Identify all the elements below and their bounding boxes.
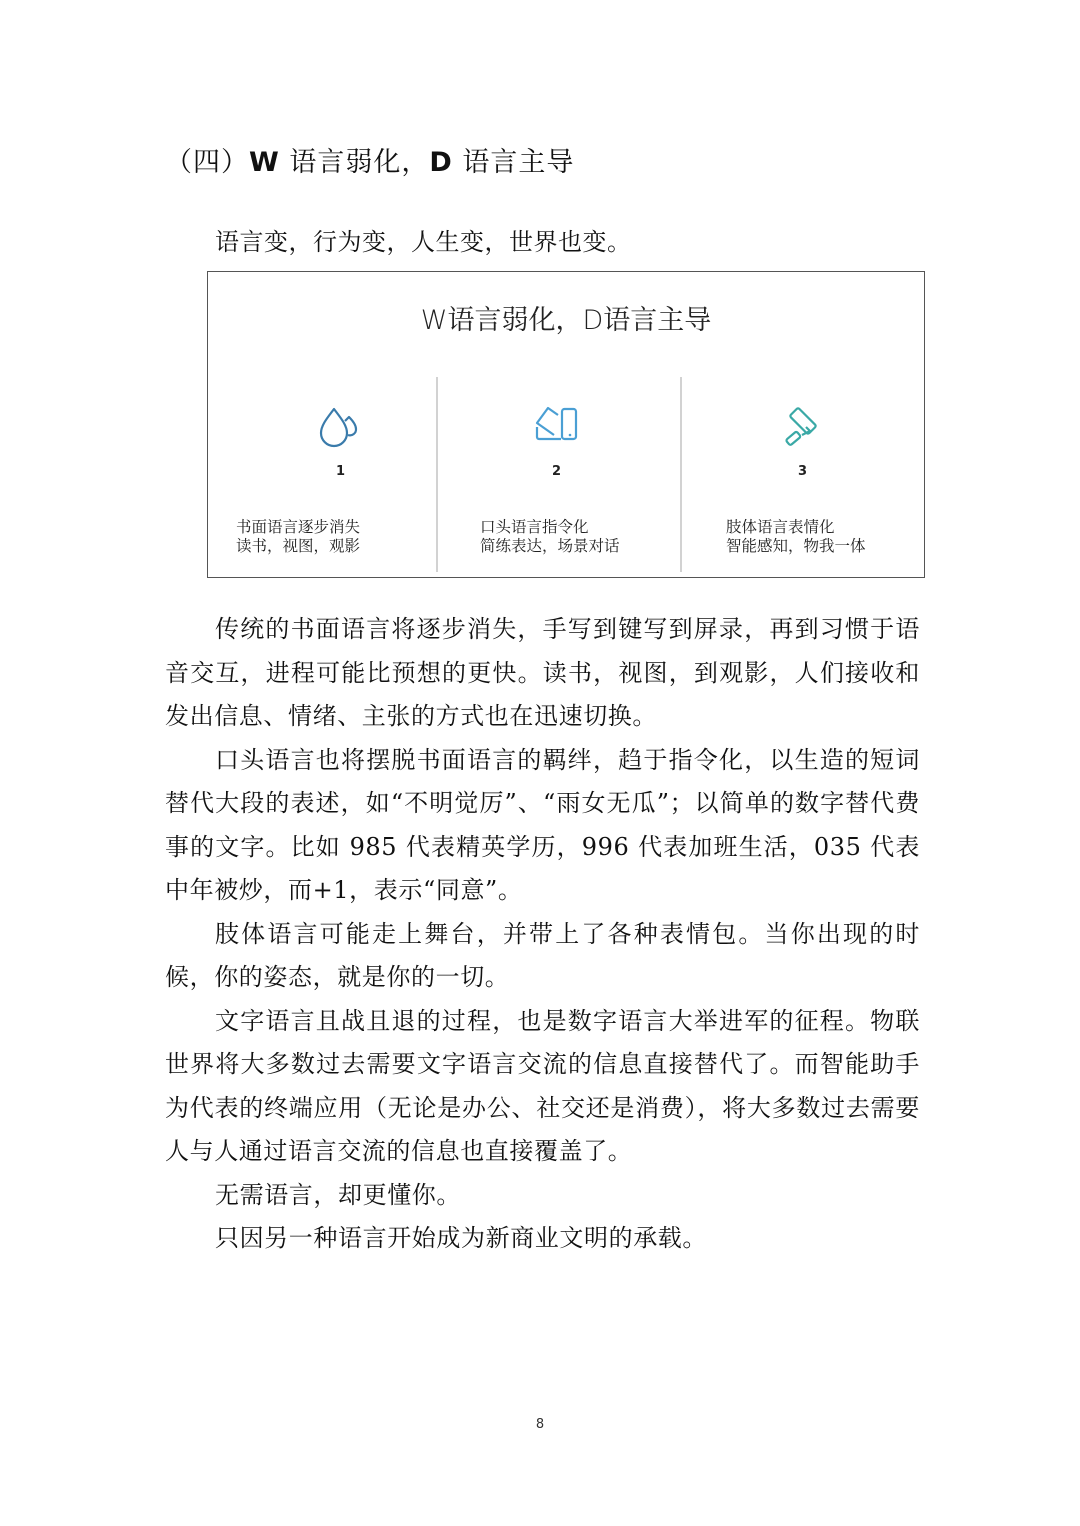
paragraph: 传统的书面语言将逐步消失，手写到键写到屏录，再到习惯于语音交互，进程可能比预想的更快。读书，视图，到观影，人们接收和发出信息、情绪、主张的方式也在迅速切换。 bbox=[165, 615, 920, 730]
column-line-2: 读书，视图，观影 bbox=[236, 537, 361, 555]
column-number: 2 bbox=[552, 464, 562, 479]
column-line-2: 智能感知，物我一体 bbox=[726, 537, 866, 555]
column-number: 1 bbox=[336, 464, 346, 479]
column-text bbox=[480, 518, 620, 556]
lead-sentence: 语言变，行为变，人生变，世界也变。 bbox=[215, 228, 632, 256]
column-line-2: 简练表达，场景对话 bbox=[480, 537, 620, 555]
section-heading bbox=[165, 140, 574, 179]
column-divider bbox=[680, 377, 682, 572]
paragraph: 口头语言也将摆脱书面语言的羁绊，趋于指令化，以生造的短词替代大段的表述，如“不明觉厉”、“雨女无瓜”；以简单的数字替代费事的文字。比如 985 代表精英学历，996 代表加班生活，035 代表中年被炒，而+1，表示“同意”。 bbox=[165, 745, 920, 904]
column-line-1: 肢体语言表情化 bbox=[726, 518, 835, 536]
paragraph: 只因另一种语言开始成为新商业文明的承载。 bbox=[215, 1224, 707, 1252]
devices-icon bbox=[534, 405, 582, 449]
paint-roller-icon bbox=[780, 405, 828, 449]
figure-column-2 bbox=[480, 377, 710, 572]
heading-mid: 语言弱化， bbox=[279, 147, 430, 178]
column-line-1: 书面语言逐步消失 bbox=[236, 518, 361, 536]
column-text bbox=[236, 518, 360, 556]
figure-box bbox=[207, 271, 925, 578]
page-number: 8 bbox=[535, 1417, 545, 1432]
column-text bbox=[726, 518, 866, 556]
water-drop-icon bbox=[316, 405, 364, 449]
column-number: 3 bbox=[798, 464, 808, 479]
heading-d: D bbox=[429, 147, 453, 178]
paragraph: 肢体语言可能走上舞台，并带上了各种表情包。当你出现的时候，你的姿态，就是你的一切。 bbox=[165, 919, 920, 991]
figure-title: W语言弱化，D语言主导 bbox=[420, 305, 712, 336]
column-line-1: 口头语言指令化 bbox=[480, 518, 589, 536]
heading-prefix: （四） bbox=[165, 147, 249, 178]
paragraph: 无需语言，却更懂你。 bbox=[215, 1180, 461, 1209]
figure-column-1 bbox=[236, 377, 466, 572]
heading-w: W bbox=[249, 147, 280, 178]
heading-suffix: 语言主导 bbox=[452, 147, 575, 178]
column-divider bbox=[436, 377, 438, 572]
body-text bbox=[165, 608, 920, 1261]
figure-column-3 bbox=[726, 377, 956, 572]
paragraph: 文字语言且战且退的过程，也是数字语言大举进军的征程。物联世界将大多数过去需要文字语言交流的信息直接替代了。而智能助手为代表的终端应用（无论是办公、社交还是消费），将大多数过去需要人与人通过语言交流的信息也直接覆盖了。 bbox=[165, 1006, 920, 1165]
